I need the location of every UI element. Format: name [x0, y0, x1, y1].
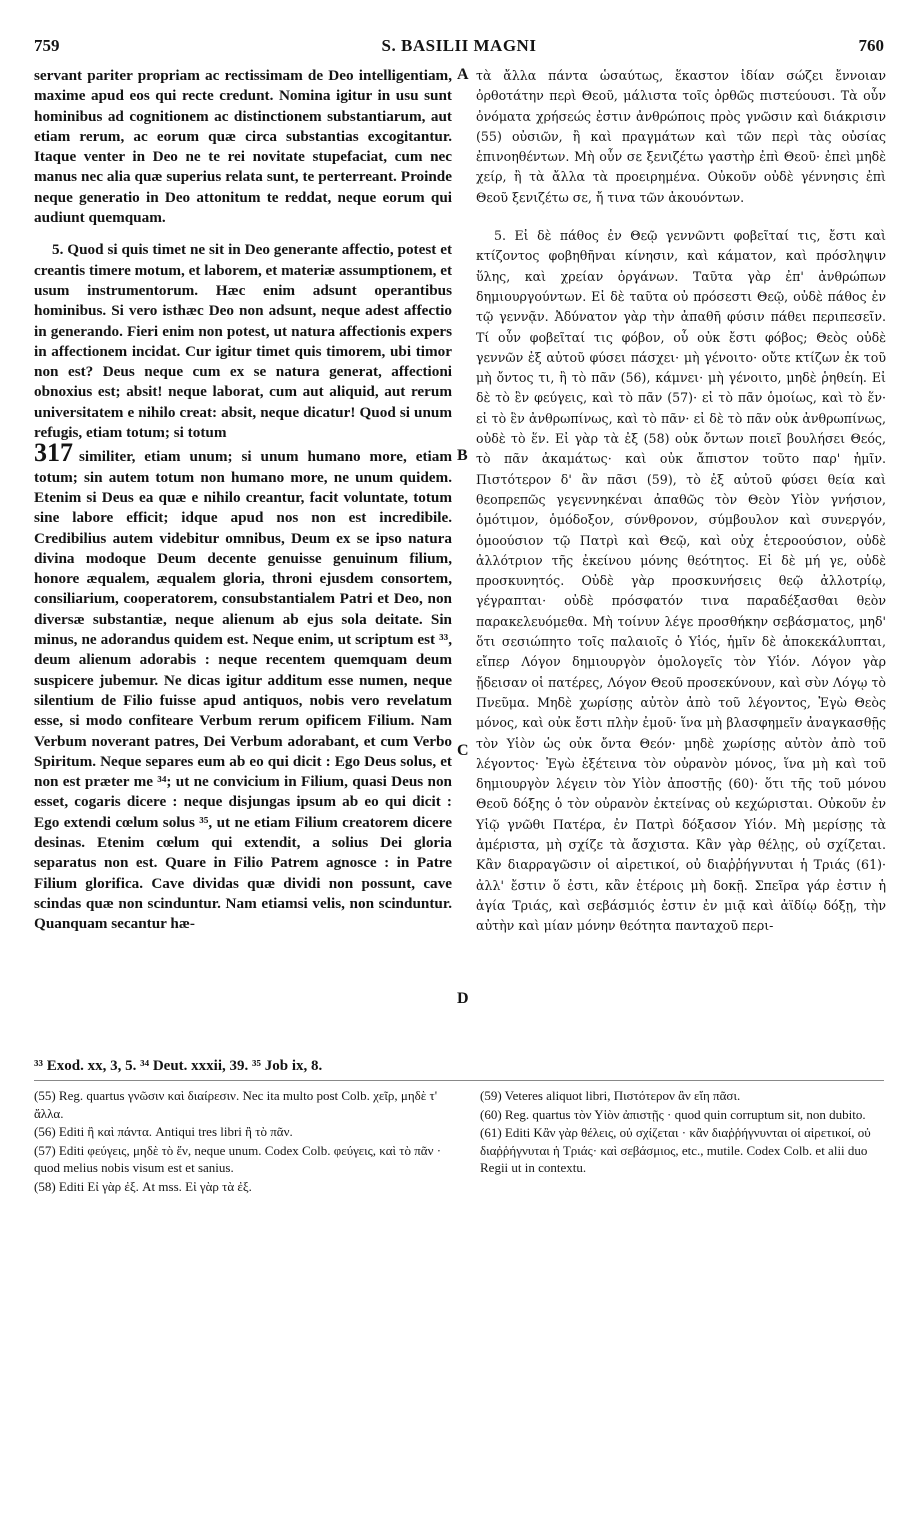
notes-left	[34, 1087, 454, 1196]
latin-paragraph-2: 5. Quod si quis timet ne sit in Deo generante affectio, potest et creantis timere motum, et laborem, et materiæ assumptionem, et usum instrumentorum. Hæc enim adsunt operantibus hominibus. Si vero isthæc Deo non adsunt, neque adest affectio in generando. Fieri enim non potest, ut natura affectionis expers in affectionem incidat. Cur igitur timet quis timorem, ubi timor non est? Deus neque cum ex se natura generat, affectioni obnoxius est; absit! neque laborat, cum aut aliquid, aut rerum universitatem e nihilo creat: absit, neque dicatur! Quod si unum refugis, etiam totum; si totum	[34, 241, 452, 442]
note-59: (59) Veteres aliquot libri, Πιστότερον ἂν εἴη πᾶσι.	[480, 1088, 741, 1103]
section-marker-c: C	[457, 742, 469, 759]
section-marker-d: D	[457, 990, 469, 1007]
running-title: S. BASILII MAGNI	[381, 36, 537, 55]
greek-column	[476, 66, 886, 936]
note-56: (56) Editi ἢ καὶ πάντα. Antiqui tres libri ἢ τὸ πᾶν.	[34, 1124, 293, 1139]
section-marker-b: B	[457, 447, 468, 464]
note-57: (57) Editi φεύγεις, μηδὲ τὸ ἕν, neque unum. Codex Colb. φεύγεις, καὶ τὸ πᾶν · quod melius nobis visum est et sanius.	[34, 1142, 442, 1175]
latin-paragraph-2b	[34, 438, 452, 934]
greek-paragraph-1: τὰ ἄλλα πάντα ὡσαύτως, ἕκαστον ἰδίαν σώζει ἔννοιαν ὀρθοτάτην περὶ Θεοῦ, μάλιστα τοῖς ὀρθῶς πιστεύουσι. Τὰ οὖν ὀνόματα χρήσεώς ἐστιν ἀνθρώποις πρὸς γνῶσιν καὶ διάκρισιν (55) οὐσιῶν, ἢ καὶ πραγμάτων καὶ τῶν περὶ τὰς οὐσίας ἐπινοηθέντων. Μὴ οὖν σε ξενιζέτω γαστὴρ ἐπὶ Θεοῦ· ἐπεὶ μηδὲ χείρ, ἢ τὰ ἄλλα τὰ προειρημένα. Οὐκοῦν οὐδὲ γέννησις ἐπὶ Θεοῦ ξενιζέτω σε, ἤ τινα τῶν ἀκουόντων.	[476, 68, 886, 205]
latin-paragraph-1: servant pariter propriam ac rectissimam de Deo intelligentiam, maxime apud eos qui recte credunt. Nomina igitur in usu sunt hominibus ad cognitionem ac distinctionem substantiarum, aut etiam rerum, ac eorum quæ circa substantias excogitantur. Itaque venter in Deo ne te rei novitate stupefaciat, cum nec manus nec alia quæ superius relata sunt, te perterreant. Proinde neque generatio in Deo attonitum te reddat, neque eorum qui audiunt quemquam.	[34, 67, 452, 227]
latin-paragraph-2b-text: similiter, etiam unum; si unum humano more, etiam totum; sin autem totum non humano more, ne unum quidem. Etenim si Deus ea quæ e nihilo creantur, facit voluntate, totum sine labore efficit; idque apud nos non est incredibile. Credibilius autem videbitur omnibus, Deum ex se ipso natura divina modoque Deum decente genuisse genuinum filium, honore æqualem, æqualem gloria, throni ejusdem consortem, consiliarium, cooperatorem, consubstantialem Patri et Deo, non diversæ substantiæ, neque alienum ab ejus sola deitate. Sin minus, ne adorandus quidem est. Neque enim, ut scriptum est ³³, deum alienum adorabis : neque recentem quemquam deum suspicere jubemur. Ne dicas igitur additum esse numen, neque silentium de Filio fuisse apud antiquos, nobis vero revelatum esse, si modo confiteare Verbum rerum opificem Filium. Nam Verbum noverant patres, Dei Verbum adorabant, et cum Verbo Spiritum. Neque separes eum ab eo qui dicit : Ego Deus solus, et non est præter me ³⁴; ut ne convicium in Filium, quasi Deus non esset, cogaris dicere : neque disjungas ipsum ab eo qui dicit : Ego extendi cœlum solus ³⁵, ut ne etiam Filium creatorem dicere desinas. Etenim cœlum qui extendit, a solius Dei gloria separatus non est. Quare in Filio Patrem agnosce : in Patre Filium glorifica. Cave dividas quæ dividi non possunt, cave scindas quæ non scinduntur. Nam etiamsi velis, non scinduntur. Quanquam secantur hæ-	[34, 448, 452, 933]
page-number-left: 759	[34, 36, 60, 55]
note-61: (61) Editi Κἂν γὰρ θέλεις, οὐ σχίζεται · κἂν διαῤῥήγνυνται οἱ αἱρετικοί, οὐ διαῤῥήγνυται ἡ Τριάς· καὶ σεβάσμιος, etc., mutile. Codex Colb. et alii duo Regii ut in contextu.	[480, 1125, 871, 1175]
footnote-rule	[34, 1080, 884, 1081]
note-58: (58) Editi Εἰ γὰρ ἐξ. At mss. Εἰ γὰρ τὰ ἐξ.	[34, 1178, 252, 1194]
section-marker-a: A	[457, 66, 469, 83]
page-number-right: 760	[858, 36, 884, 55]
scripture-references: ³³ Exod. xx, 3, 5. ³⁴ Deut. xxxii, 39. ³⁵ Job ix, 8.	[34, 1058, 323, 1074]
latin-column	[34, 66, 452, 934]
greek-paragraph-2: 5. Εἰ δὲ πάθος ἐν Θεῷ γεννῶντι φοβεῖταί τις, ἔστι καὶ κτίζοντος φοβηθῆναι κίνησιν, καὶ κάματον, καὶ πρόσληψιν ὕλης, καὶ χρείαν ὀργάνων. Ταῦτα γὰρ ἐπ' ἀνθρώπων δημιουργούντων. Εἰ δὲ ταῦτα οὐ πρόσεστι Θεῷ, οὐδὲ πάθος ἐν τῷ γεννᾷν. Ἀδύνατον γὰρ τὴν ἀπαθῆ φύσιν πάθει περιπεσεῖν. Τί οὖν φοβεῖταί τις φόβον, οὗ οὐκ ἔστι φόβος; Θεὸς οὐδὲ γεννῶν ἐξ αὐτοῦ φύσει πάσχει· μὴ γένοιτο· οὔτε κτίζων ἐκ τοῦ μὴ ὄντος τι, ἢ τὸ πᾶν (56), κάμνει· μὴ γένοιτο, μηδὲ ῥηθείη. Εἰ δὲ τὸ ἓν φεύγεις, καὶ τὸ πᾶν (57)· εἰ τὸ πᾶν ὁμοίως, καὶ τὸ ἕν· εἰ τὸ ἓν ἀνθρωπίνως, καὶ τὸ πᾶν· εἰ δὲ τὸ πᾶν οὐκ ἀνθρωπίνως, οὐδὲ τὸ ἕν. Εἰ γὰρ τὰ ἐξ (58) οὐκ ὄντων ποιεῖ βουλήσει Θεός, τὸ πᾶν ἀκαμάτως· καὶ οὐκ ἄπιστον τοῦτο παρ' ἡμῖν. Πιστότερον δ' ἂν πᾶσι (59), τὸ ἐξ αὐτοῦ φύσει θεία καὶ θεοπρεπῶς γεγεννηκέναι ἀπαθῶς τὸν Θεὸν Υἱὸν γνήσιον, ὁμότιμον, ὁμόδοξον, σύνθρονον, σύμβουλον καὶ συνεργόν, ὁμοούσιον τῷ Πατρὶ καὶ Θεῷ, καὶ οὐχ ἑτεροούσιον, οὐδὲ ἀλλότριον τῆς ἐκείνου μόνης θεότητος. Εἰ δὲ μή γε, οὐδὲ προσκυνητός. Οὐδὲ γὰρ προσκυνήσεις θεῷ ἀλλοτρίῳ, γέγραπται· οὐδὲ πρόσφατόν τινα παραδέξασθαι θεὸν παρακελευόμεθα. Μὴ τοίνυν λέγε προσθήκην σεβάσματος, μηδ' ὅτι σεσιώπητο τοῖς παλαιοῖς ὁ Υἱός, ἡμῖν δὲ ἀποκεκάλυπται, εἴπερ Λόγον δημιουργὸν ὁμολογεῖς τὸν Υἱόν. Λόγον γὰρ ᾔδεισαν οἱ πατέρες, Λόγον Θεοῦ προσεκύνουν, καὶ σὺν Λόγῳ τὸ Πνεῦμα. Μηδὲ χωρίσῃς αὐτὸν ἀπὸ τοῦ λέγοντος, Ἐγὼ Θεὸς μόνος, καὶ οὐκ ἔστι πλὴν ἐμοῦ· ἵνα μὴ βλασφημεῖν ἀναγκασθῇς τὸν Υἱὸν ὡς οὐκ ὄντα Θεόν· μηδὲ χωρίσῃς αὐτὸν ἀπὸ τοῦ λέγοντος· Ἐγὼ ἐξέτεινα τὸν οὐρανὸν μόνος, ἵνα μὴ καὶ τοῦ δημιουργὸν λέγειν τὸν Υἱὸν ἀποστῇς (60)· ὅτι τῆς τοῦ μόνου Θεοῦ δόξης ὁ τὸν οὐρανὸν ἐκτείνας οὐ κεχώρισται. Οὐκοῦν ἐν Υἱῷ γνῶθι Πατέρα, ἐν Πατρὶ δόξασον Υἱόν. Μὴ μερίσῃς τὰ ἀμέριστα, μὴ σχίζε τὰ ἄσχιστα. Κἂν γὰρ θέλῃς, οὐ σχίζεται. Κἂν διαρραγῶσιν οἱ αἱρετικοί, οὐ διαῤῥήγνυται ἡ Τριάς (61)· ἀλλ' ἔστιν ὅ ἐστι, κἂν ἑτέροις μὴ δοκῇ. Σπεῖρα γάρ ἐστιν ἡ ἁγία Τριάς, καὶ σεβάσμιός ἐστιν ἐν μιᾷ καὶ ἀϊδίῳ δόξῃ, τὴν αὐτὴν καὶ μίαν μόνην θεότητα πανταχοῦ περι-	[476, 228, 886, 934]
notes-right	[480, 1087, 886, 1178]
column-number: 317	[34, 438, 73, 468]
note-60: (60) Reg. quartus τὸν Υἱὸν ἀπιστῇς · quod quin corruptum sit, non dubito.	[480, 1106, 866, 1122]
page-header	[34, 36, 884, 62]
note-55: (55) Reg. quartus γνῶσιν καὶ διαίρεσιν. Nec ita multo post Colb. χεῖρ, μηδὲ τ' ἄλλα.	[34, 1088, 438, 1121]
